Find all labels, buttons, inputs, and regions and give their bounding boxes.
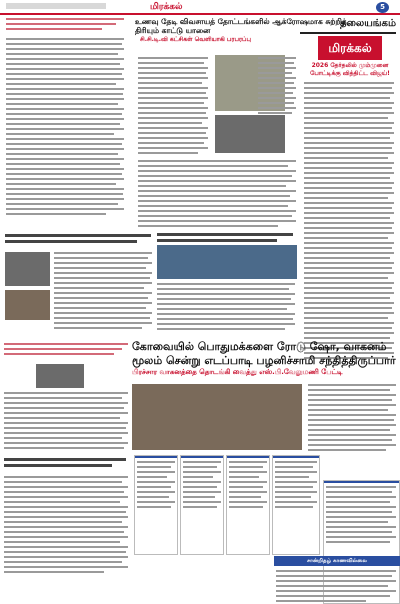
lower-left-photo [36,364,84,388]
mid-left-photo [5,252,50,286]
banner-headline-line2: மூலம் சென்று எடப்பாடி பழனிச்சாமி சந்தித்திருப்பார் [132,354,396,367]
lower-left-headline [4,343,130,358]
elephant-body-left [138,57,210,157]
page-number-badge: 5 [376,2,389,13]
header-rule [0,13,400,15]
classified-ribbon: சான்றிதழ் காணவில்லை [274,556,400,566]
ad-tile-3 [226,455,270,555]
mid-left-photo-2 [5,290,50,320]
lower-left-headline-2 [4,458,130,470]
classified-body [276,570,398,604]
editorial-brand-box: மிரக்கல் [318,36,382,60]
masthead-brand: மிரக்கல் [150,2,183,12]
ad-tile-4 [272,455,320,555]
header-logo-strip [6,3,106,9]
elephant-subhead: சி.சி.டி.வி கட்சிகள் வெளியாகி பரபரப்பு [140,36,251,43]
banner-subhead: பிரச்சார வாகனத்தை தொடங்கி வைத்து எஸ்.பி.வேலுமணி பேட்டி [132,368,343,376]
editorial-body [304,82,396,362]
lead-body [6,38,126,218]
mid-left-body [54,252,154,332]
lower-left-body [4,392,130,452]
mid-center-body [157,283,297,333]
ad-tile-2 [180,455,224,555]
elephant-body-bottom [138,160,298,230]
ad-tile-1 [134,455,178,555]
elephant-headline: உணவு தேடி விவசாயத் தோட்டங்களில் ஆக்ரோஷமாக சுற்றித் திரியும் காட்டு யானை [135,17,347,35]
lead-headline [6,18,126,33]
banner-photo [132,384,302,450]
editorial-section-label: தலையங்கம் [339,18,396,29]
elephant-photo-2 [215,115,285,153]
editorial-rule [300,32,396,34]
mid-center-headline [157,233,297,245]
elephant-body-right [258,57,298,117]
lower-left-body-2 [4,476,130,576]
mid-left-headline [5,234,155,246]
editorial-headline: 2026 தேர்தலில் மும்முனை போட்டிக்கு வித்திட்ட விஜய்! [310,62,390,77]
mid-center-photo [157,245,297,279]
banner-body-right [308,384,398,454]
banner-headline-line1: கோவையில் பொதுமக்களை ரோடு ஷோ, வாகனம் [132,340,387,353]
